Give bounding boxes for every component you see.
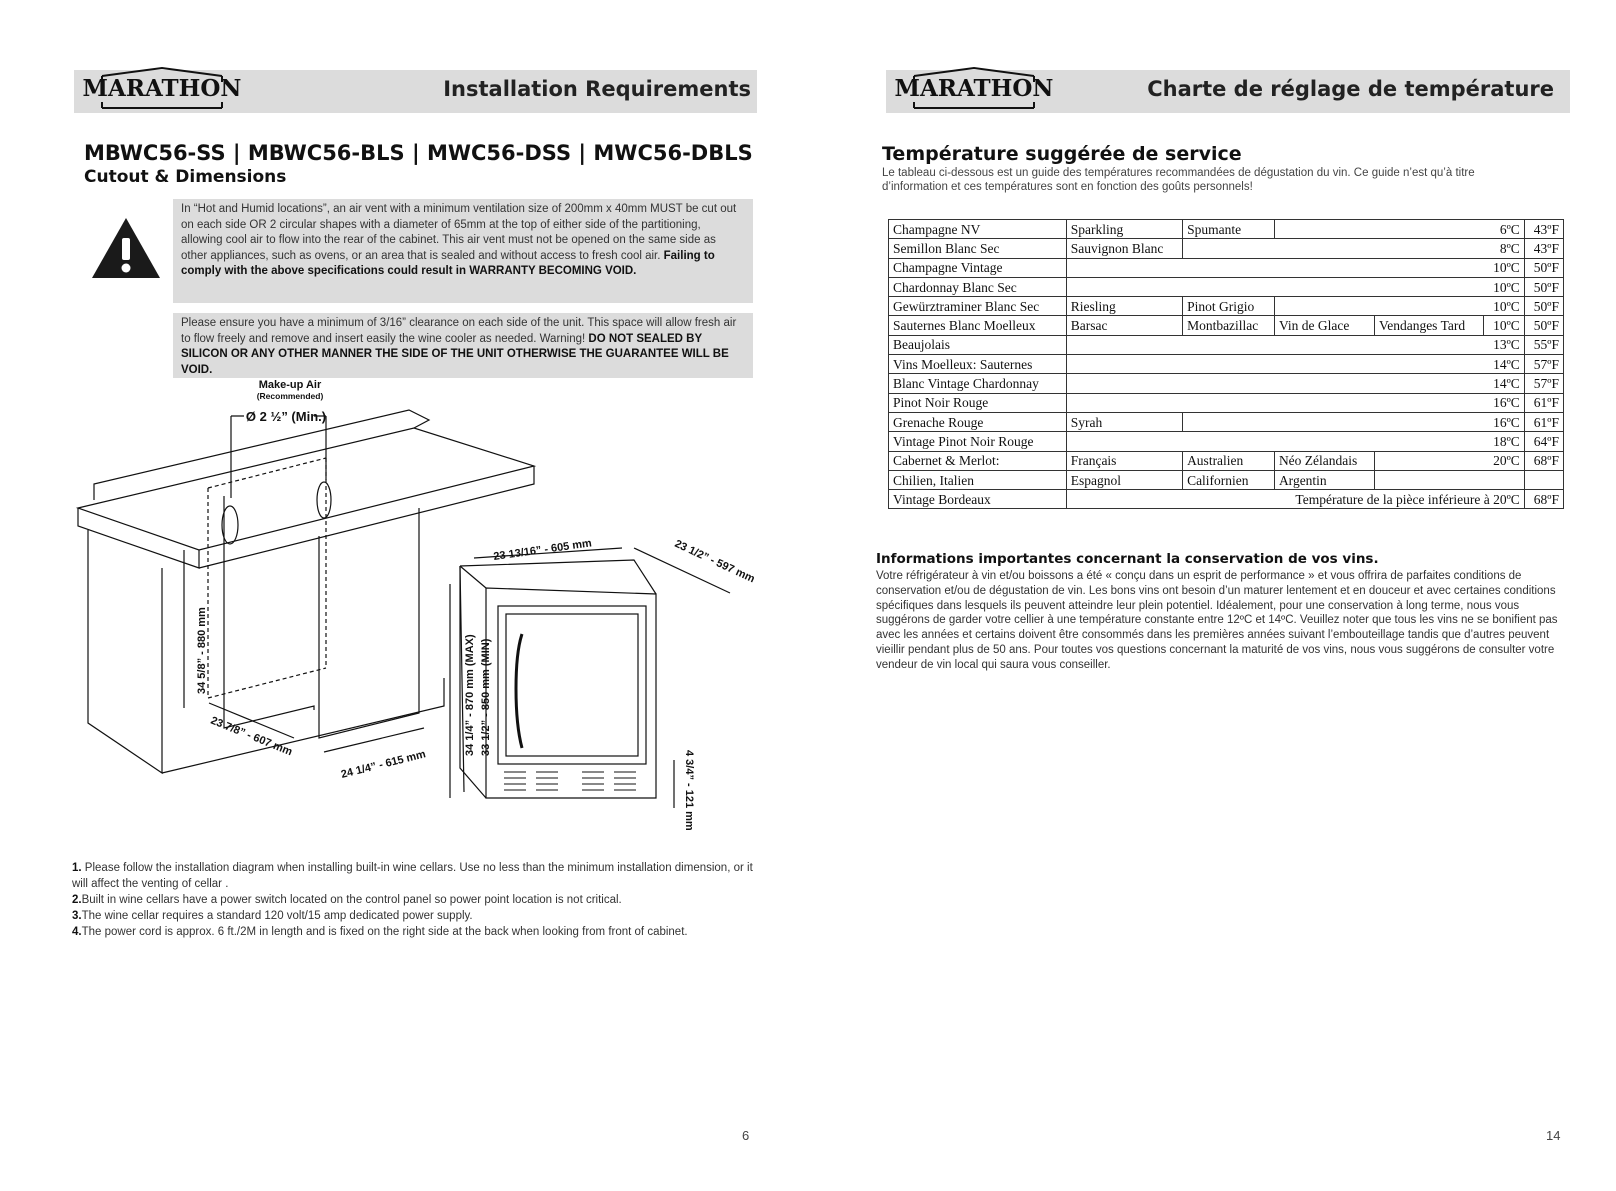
- table-row: [889, 393, 1564, 412]
- header-bar: [886, 70, 1570, 113]
- table-cell: 57ºF: [1524, 374, 1563, 393]
- diameter-label: Ø 2 ½” (Min.): [245, 409, 327, 424]
- table-cell: 6ºC: [1274, 220, 1524, 239]
- right-page: [808, 0, 1616, 1191]
- unit-depth-label: 23 13/16” - 605 mm: [492, 537, 593, 563]
- table-cell: Sauternes Blanc Moelleux: [889, 316, 1067, 335]
- makeup-air-label: Make-up Air: [258, 379, 322, 391]
- table-cell: Pinot Grigio: [1183, 297, 1275, 316]
- table-cell: 68ºF: [1524, 490, 1563, 509]
- table-cell: Vintage Pinot Noir Rouge: [889, 432, 1067, 451]
- table-cell: Syrah: [1066, 412, 1182, 431]
- table-cell: Argentin: [1274, 470, 1374, 489]
- table-cell: Blanc Vintage Chardonnay: [889, 374, 1067, 393]
- step-number: 2.: [72, 894, 82, 906]
- list-item: [72, 924, 762, 940]
- table-cell: Semillon Blanc Sec: [889, 239, 1067, 258]
- table-cell: 64ºF: [1524, 432, 1563, 451]
- ventilation-note-warning: Failing to comply with the above specifications could result in WARRANTY BECOMING VOID.: [181, 249, 715, 277]
- header-bar: [74, 70, 757, 113]
- table-row: [889, 277, 1564, 296]
- info-title: Informations importantes concernant la conservation de vos vins.: [876, 551, 1379, 567]
- step-text: The wine cellar requires a standard 120 volt/15 amp dedicated power supply.: [81, 910, 473, 922]
- table-cell: 55ºF: [1524, 335, 1563, 354]
- table-cell: Chardonnay Blanc Sec: [889, 277, 1067, 296]
- cutout-width-label: 24 1/4” - 615 mm: [339, 748, 427, 781]
- ventilation-note-text: In “Hot and Humid locations”, an air vent with a minimum ventilation size of 200mm x 40mm MUST be cut out on each side OR 2 circular shapes with a diameter of 65mm at the top of either side of the partitioning, allowing cool air to flow into the rear of the cabinet. This air vent must not be opened on the same side as other appliances, such as ovens, or an area that is sealed and without access to fresh cool air.: [181, 203, 737, 262]
- table-cell: Français: [1066, 451, 1182, 470]
- table-cell: Sauvignon Blanc: [1066, 239, 1182, 258]
- cutout-diagram: [74, 379, 774, 848]
- intro-text: Le tableau ci-dessous est un guide des températures recommandées de dégustation du vin. Ce guide n’est qu’à titre d’information et ces températures sont en fonction des goûts personnels!: [882, 167, 1475, 193]
- table-cell: 68ºF: [1524, 451, 1563, 470]
- table-row: [889, 490, 1564, 509]
- list-item: [72, 908, 762, 924]
- table-row: [889, 374, 1564, 393]
- table-cell: 18ºC: [1066, 432, 1524, 451]
- table-cell: Sparkling: [1066, 220, 1182, 239]
- model-list: MBWC56-SS | MBWC56-BLS | MWC56-DSS | MWC56-DBLS: [84, 141, 753, 165]
- table-row: [889, 432, 1564, 451]
- table-cell: 13ºC: [1066, 335, 1524, 354]
- list-item: [72, 892, 762, 908]
- table-cell: 20ºC: [1374, 451, 1524, 470]
- brand-name: MARATHON: [82, 75, 242, 102]
- table-cell: 10ºC: [1066, 258, 1524, 277]
- table-cell: Vendanges Tard: [1374, 316, 1483, 335]
- list-item: [72, 860, 762, 892]
- table-cell: 10ºC: [1483, 316, 1524, 335]
- table-cell: Champagne NV: [889, 220, 1067, 239]
- ventilation-note: [173, 199, 753, 303]
- table-cell: Cabernet & Merlot:: [889, 451, 1067, 470]
- step-number: 3.: [72, 910, 82, 922]
- kick-height-label: 4 3/4” - 121 mm: [683, 750, 695, 831]
- section-subtitle: Cutout & Dimensions: [84, 167, 287, 187]
- recommended-label: (Recommended): [256, 391, 324, 401]
- step-text: Please follow the installation diagram when installing built-in wine cellars. Use no less than the minimum installation dimension, or it will affect the venting of cellar .: [72, 862, 753, 890]
- table-cell: Barsac: [1066, 316, 1182, 335]
- step-text: The power cord is approx. 6 ft./2M in length and is fixed on the right side at the back when looking from front of cabinet.: [81, 926, 688, 938]
- table-cell: Gewürztraminer Blanc Sec: [889, 297, 1067, 316]
- table-cell: Australien: [1183, 451, 1275, 470]
- table-cell: 10ºC: [1066, 277, 1524, 296]
- table-cell: 43ºF: [1524, 239, 1563, 258]
- table-row: [889, 470, 1564, 489]
- table-row: [889, 451, 1564, 470]
- page-number: 6: [742, 1128, 750, 1143]
- table-row: [889, 297, 1564, 316]
- table-cell: Vins Moelleux: Sauternes: [889, 355, 1067, 374]
- step-number: 4.: [72, 926, 82, 938]
- cutout-height-label: 34 5/8” - 880 mm: [196, 607, 208, 694]
- table-cell: 14ºC: [1066, 355, 1524, 374]
- table-cell: Vin de Glace: [1274, 316, 1374, 335]
- table-cell: Espagnol: [1066, 470, 1182, 489]
- table-cell: 14ºC: [1066, 374, 1524, 393]
- info-text: Votre réfrigérateur à vin et/ou boissons a été « conçu dans un esprit de performance » et vous offrira de parfaites conditions de conservation et/ou de dégustation de vin. Les bons vins ont besoin d’un maturer lentement et en douceur et avec certaines conditions spécifiques dans lesquels ils peuvent atteindre leur plein potentiel. Idéalement, pour une conservation à long terme, nous vous suggérons de garder votre cellier à une température constante entre 12ºC et 14ºC. Veuillez noter que tous les vins ne se bonifient pas avec les années et certains doivent être consommés dans les premières années suivant l’embouteillage tandis que d’autres peuvent vieillir pendant plus de 50 ans. Pour toutes vos questions concernant la maturité de vos vins, nous vous suggérons de consulter votre vendeur de vin local qui saura vous conseiller.: [876, 570, 1558, 671]
- table-cell: Chilien, Italien: [889, 470, 1067, 489]
- table-cell: 8ºC: [1183, 239, 1525, 258]
- table-cell: Vintage Bordeaux: [889, 490, 1067, 509]
- temperature-table: [888, 219, 1564, 509]
- table-cell: 10ºC: [1274, 297, 1524, 316]
- step-number: 1.: [72, 862, 82, 874]
- table-cell: 16ºC: [1066, 393, 1524, 412]
- section-title: Température suggérée de service: [882, 143, 1242, 165]
- table-cell: 61ºF: [1524, 393, 1563, 412]
- table-cell: 50ºF: [1524, 258, 1563, 277]
- table-cell: 61ºF: [1524, 412, 1563, 431]
- table-cell: Température de la pièce inférieure à 20ºC: [1066, 490, 1524, 509]
- page-number: 14: [1546, 1128, 1561, 1143]
- table-row: [889, 412, 1564, 431]
- table-cell: Beaujolais: [889, 335, 1067, 354]
- table-cell: Californien: [1183, 470, 1275, 489]
- table-cell: 50ºF: [1524, 316, 1563, 335]
- table-cell: 43ºF: [1524, 220, 1563, 239]
- table-cell: Riesling: [1066, 297, 1182, 316]
- table-cell: Néo Zélandais: [1274, 451, 1374, 470]
- table-row: [889, 355, 1564, 374]
- table-row: [889, 335, 1564, 354]
- clearance-note: [173, 313, 753, 378]
- marathon-logo: [894, 62, 1054, 122]
- table-row: [889, 258, 1564, 277]
- table-cell: Grenache Rouge: [889, 412, 1067, 431]
- table-cell: 16ºC: [1183, 412, 1525, 431]
- marathon-logo: [82, 62, 242, 122]
- table-cell: Pinot Noir Rouge: [889, 393, 1067, 412]
- table-cell: 57ºF: [1524, 355, 1563, 374]
- step-text: Built in wine cellars have a power switch located on the control panel so power point location is not critical.: [81, 894, 622, 906]
- table-row: [889, 239, 1564, 258]
- page-title: Charte de réglage de température: [1147, 77, 1554, 101]
- brand-name: MARATHON: [894, 75, 1054, 102]
- clearance-note-text: Please ensure you have a minimum of 3/16” clearance on each side of the unit. This space will allow fresh air to flow freely and remove and insert easily the wine cooler as needed. Warning!: [181, 317, 737, 345]
- table-row: [889, 220, 1564, 239]
- table-cell: Spumante: [1183, 220, 1275, 239]
- table-cell: 50ºF: [1524, 297, 1563, 316]
- page-title: Installation Requirements: [443, 77, 751, 101]
- table-row: [889, 316, 1564, 335]
- warning-icon: [90, 216, 162, 280]
- table-cell: [1374, 470, 1524, 489]
- unit-width-label: 23 1/2” - 597 mm: [672, 537, 757, 586]
- table-cell: Montbazillac: [1183, 316, 1275, 335]
- table-cell: [1524, 470, 1563, 489]
- table-cell: 50ºF: [1524, 277, 1563, 296]
- table-cell: Champagne Vintage: [889, 258, 1067, 277]
- min-height-label: 33 1/2” - 850 mm (MIN): [480, 638, 492, 756]
- installation-steps: [72, 860, 762, 940]
- max-height-label: 34 1/4” - 870 mm (MAX): [464, 634, 476, 756]
- cutout-depth-label: 23 7/8” - 607 mm: [208, 714, 294, 759]
- clearance-note-warning: DO NOT SEALED BY SILICON OR ANY OTHER MANNER THE SIDE OF THE UNIT OTHERWISE THE GUARANTEE WILL BE VOID.: [181, 332, 729, 376]
